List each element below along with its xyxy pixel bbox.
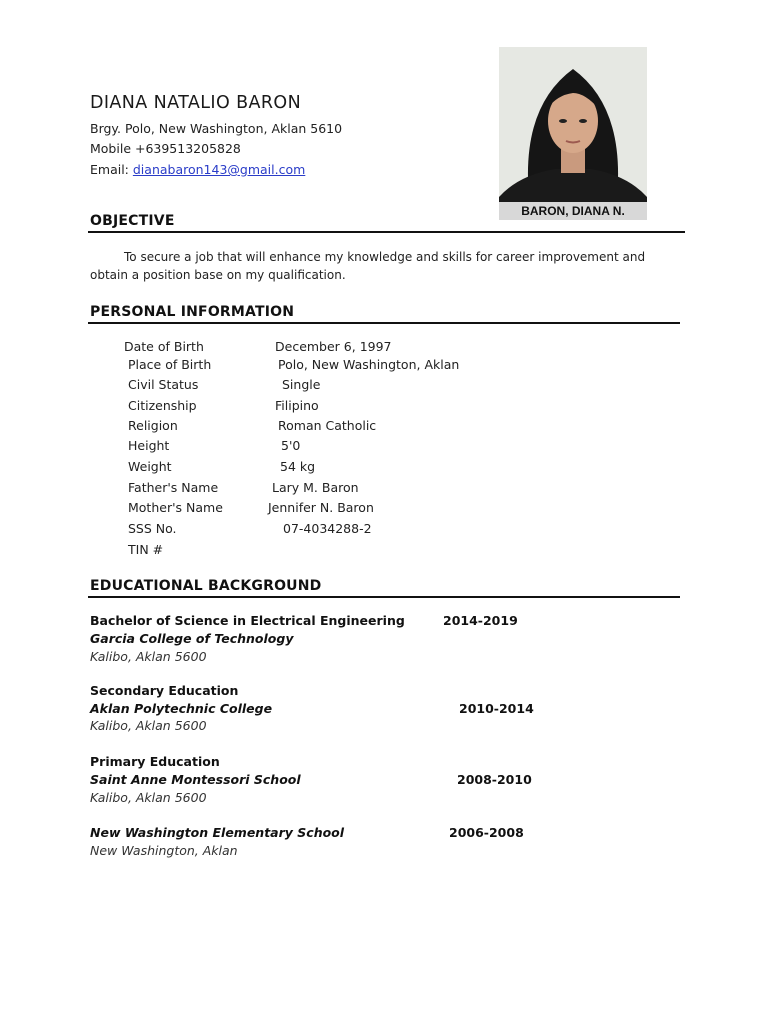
- edu-school: Garcia College of Technology: [90, 631, 294, 646]
- objective-heading: OBJECTIVE: [90, 213, 175, 229]
- pi-label: Date of Birth: [124, 339, 204, 354]
- edu-location: New Washington, Aklan: [90, 843, 238, 858]
- education-rule: [88, 596, 680, 598]
- pi-value: 5'0: [281, 438, 301, 453]
- edu-school: Saint Anne Montessori School: [90, 772, 301, 787]
- pi-value: Polo, New Washington, Aklan: [278, 357, 460, 372]
- edu-location: Kalibo, Aklan 5600: [90, 718, 207, 733]
- objective-text: [90, 248, 682, 284]
- mobile-line: Mobile +639513205828: [90, 141, 241, 156]
- pi-label: Mother's Name: [128, 500, 223, 515]
- edu-years: 2010-2014: [459, 701, 534, 716]
- edu-location: Kalibo, Aklan 5600: [90, 649, 207, 664]
- pi-value: Roman Catholic: [278, 418, 377, 433]
- address-line: Brgy. Polo, New Washington, Aklan 5610: [90, 121, 343, 136]
- email-line: [90, 162, 305, 177]
- edu-years: 2006-2008: [449, 825, 524, 840]
- pi-label: Religion: [128, 418, 178, 433]
- edu-location: Kalibo, Aklan 5600: [90, 790, 207, 805]
- edu-level: Secondary Education: [90, 683, 239, 698]
- pi-value: Lary M. Baron: [272, 480, 359, 495]
- personal-info-rule: [88, 322, 680, 324]
- pi-label: TIN #: [128, 542, 164, 557]
- edu-level: Primary Education: [90, 754, 220, 769]
- pi-value: December 6, 1997: [275, 339, 392, 354]
- photo-caption: BARON, DIANA N.: [499, 202, 647, 220]
- profile-photo: [499, 47, 647, 220]
- objective-text-body: To secure a job that will enhance my knowledge and skills for career improvement and obtain a position base on my qualification.: [90, 250, 646, 282]
- pi-label: Civil Status: [128, 377, 199, 392]
- pi-value: Filipino: [275, 398, 319, 413]
- edu-years: 2014-2019: [443, 613, 518, 628]
- education-heading: EDUCATIONAL BACKGROUND: [90, 578, 322, 594]
- pi-label: Weight: [128, 459, 172, 474]
- edu-school: Aklan Polytechnic College: [90, 701, 273, 716]
- edu-years: 2008-2010: [457, 772, 532, 787]
- pi-label: SSS No.: [128, 521, 177, 536]
- email-label: Email:: [90, 162, 133, 177]
- pi-label: Citizenship: [128, 398, 197, 413]
- pi-label: Height: [128, 438, 170, 453]
- edu-school: New Washington Elementary School: [90, 825, 345, 840]
- pi-label: Place of Birth: [128, 357, 212, 372]
- applicant-name: DIANA NATALIO BARON: [90, 93, 302, 113]
- email-link[interactable]: dianabaron143@gmail.com: [132, 162, 306, 177]
- portrait-image: [499, 47, 647, 220]
- personal-info-heading: PERSONAL INFORMATION: [90, 304, 295, 320]
- pi-value: 54 kg: [280, 459, 316, 474]
- edu-level: Bachelor of Science in Electrical Engineering: [90, 613, 405, 628]
- pi-value: Single: [282, 377, 321, 392]
- pi-value: Jennifer N. Baron: [268, 500, 374, 515]
- pi-label: Father's Name: [128, 480, 219, 495]
- pi-value: 07-4034288-2: [283, 521, 372, 536]
- objective-rule: [88, 231, 685, 233]
